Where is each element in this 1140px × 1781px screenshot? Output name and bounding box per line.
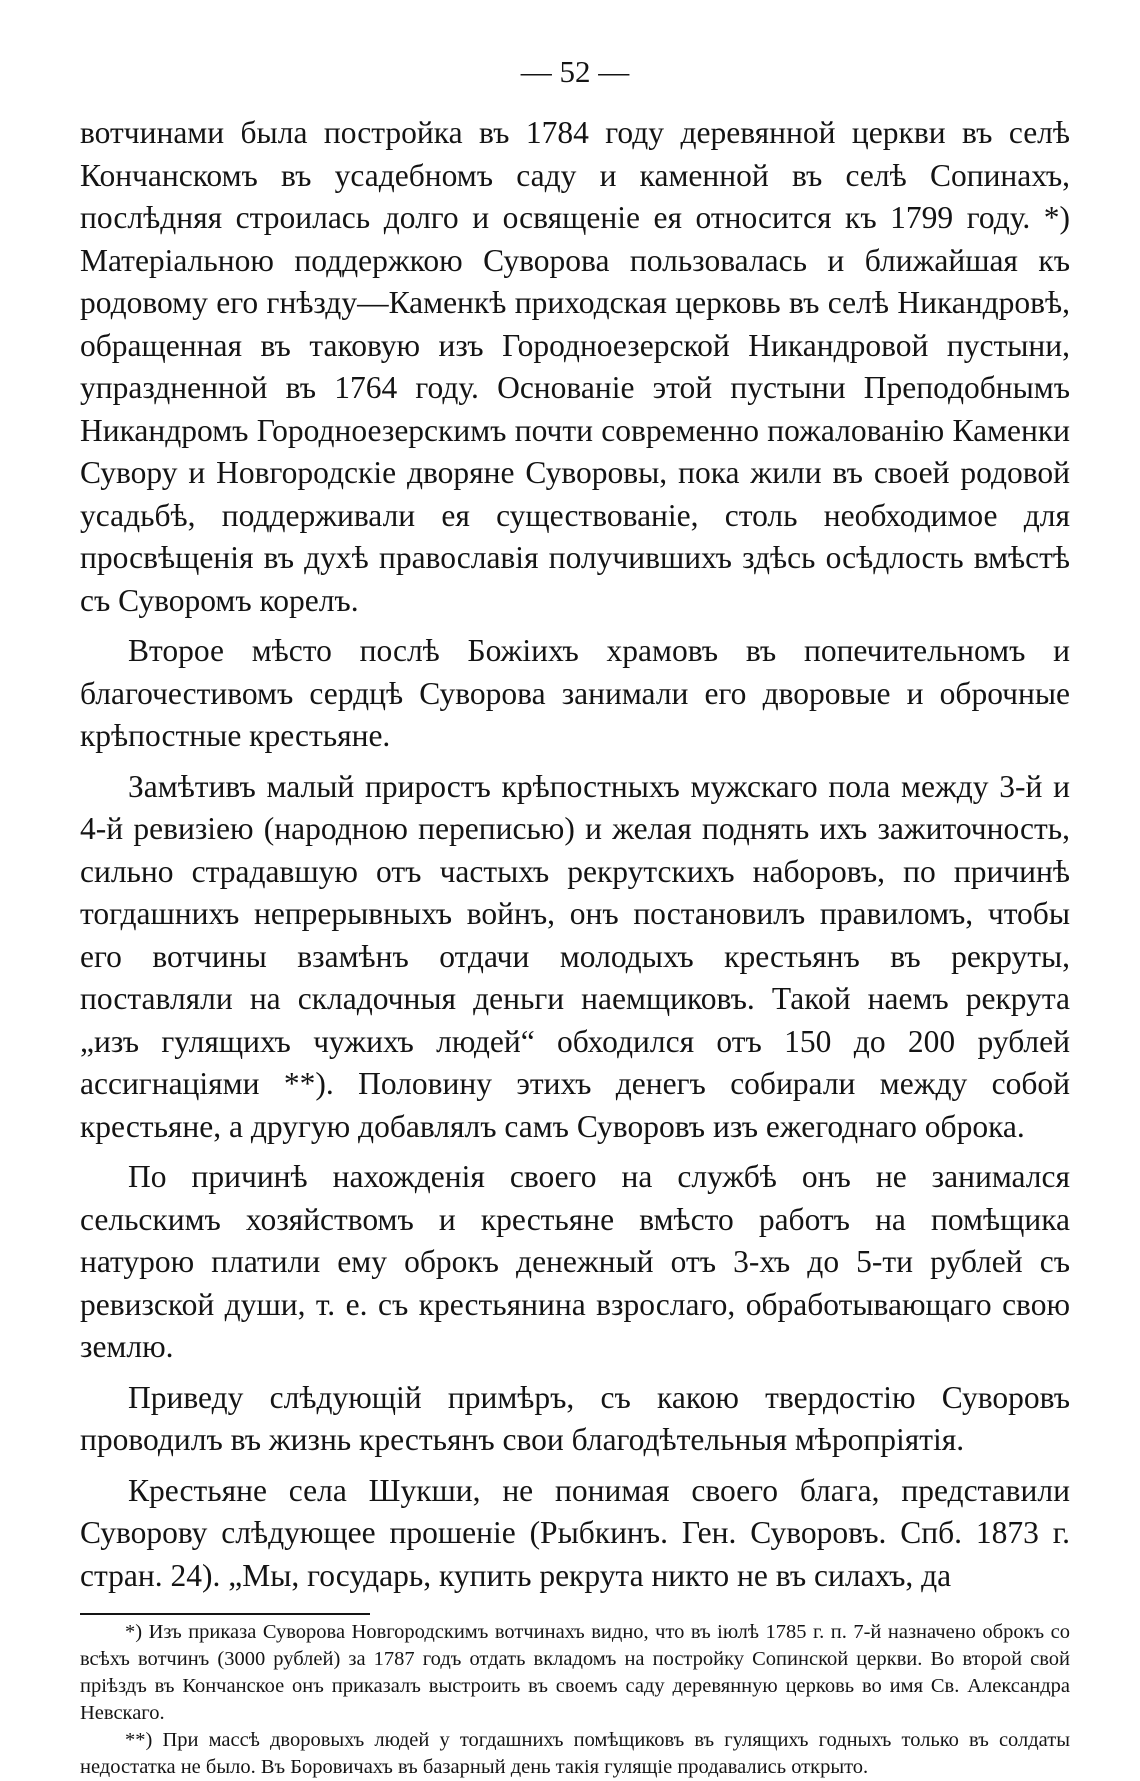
paragraph-2: Второе мѣсто послѣ Божіихъ храмовъ въ попечительномъ и благочестивомъ сердцѣ Суворова занимали его дворовые и оброчные крѣпостные крестьяне. — [80, 633, 1070, 753]
footnote-divider — [80, 1613, 370, 1615]
paragraph-4: По причинѣ нахожденія своего на службѣ онъ не занимался сельскимъ хозяйствомъ и крестьяне вмѣсто работъ на помѣщика натурою платили ему оброкъ денежный отъ 3-хъ до 5-ти рублей съ ревизской души, т. е. съ крестьянина взрослаго, обработывающаго свою землю. — [80, 1159, 1070, 1364]
book-page — [80, 50, 1070, 1781]
paragraph-1: вотчинами была постройка въ 1784 году деревянной церкви въ селѣ Кончанскомъ въ усадебномъ саду и каменной въ селѣ Сопинахъ, послѣдняя строилась долго и освященіе ея относится къ 1799 году. *) Матеріальною поддержкою Суворова пользовалась и ближайшая къ родовому его гнѣзду—Каменкѣ приходская церковь въ селѣ Никандровѣ, обращенная въ таковую изъ Городноезерской Никандровой пустыни, упраздненной въ 1764 году. Основаніе этой пустыни Преподобнымъ Никандромъ Городноезерскимъ почти современно пожалованію Каменки Сувору и Новгородскіе дворяне Суворовы, пока жили въ своей родовой усадьбѣ, поддерживали ея существованіе, столь необходимое для просвѣщенія въ духѣ православія получившихъ здѣсь осѣдлость вмѣстѣ съ Суворомъ корелъ. — [80, 115, 1070, 618]
paragraph-5: Приведу слѣдующій примѣръ, съ какою твердостію Суворовъ проводилъ въ жизнь крестьянъ свои благодѣтельныя мѣропріятія. — [80, 1379, 1070, 1457]
paragraph-6: Крестьяне села Шукши, не понимая своего блага, представили Суворову слѣдующее прошеніе (Рыбкинъ. Ген. Суворовъ. Спб. 1873 г. стран. 24). „Мы, государь, купить рекрута никто не въ силахъ, да — [80, 1472, 1070, 1593]
main-text — [80, 112, 1070, 1597]
page-number: — 52 — — [520, 54, 630, 89]
footnotes — [80, 1619, 1070, 1781]
paragraph-3: Замѣтивъ малый приростъ крѣпостныхъ мужскаго пола между 3-й и 4-й ревизіею (народною переписью) и желая поднять ихъ зажиточность, сильно страдавшую отъ частыхъ рекрутскихъ наборовъ, по причинѣ тогдашнихъ непрерывныхъ войнъ, онъ постановилъ правиломъ, чтобы его вотчины взамѣнъ отдачи молодыхъ крестьянъ въ рекруты, поставляли на складочныя деньги наемщиковъ. Такой наемъ рекрута „изъ гулящихъ чужихъ людей“ обходился отъ 150 до 200 рублей ассигнаціями **). Половину этихъ денегъ собирали между собой крестьяне, а другую добавлялъ самъ Суворовъ изъ ежегоднаго оброка. — [80, 768, 1070, 1144]
footnote-2: **) При массѣ дворовыхъ людей у тогдашнихъ помѣщиковъ въ гулящихъ годныхъ только въ солдаты недостатка не было. Въ Боровичахъ въ базарный день такія гулящіе продавались открыто. — [80, 1729, 1070, 1778]
footnote-1: *) Изъ приказа Суворова Новгородскимъ вотчинахъ видно, что въ іюлѣ 1785 г. п. 7-й назначено оброкъ со всѣхъ вотчинъ (3000 рублей) за 1787 годъ отдать вкладомъ на постройку Сопинской церкви. Во второй свой пріѣздъ въ Кончанское онъ приказалъ выстроить въ своемъ саду деревянную церковь во имя Св. Александра Невскаго. — [80, 1621, 1070, 1724]
